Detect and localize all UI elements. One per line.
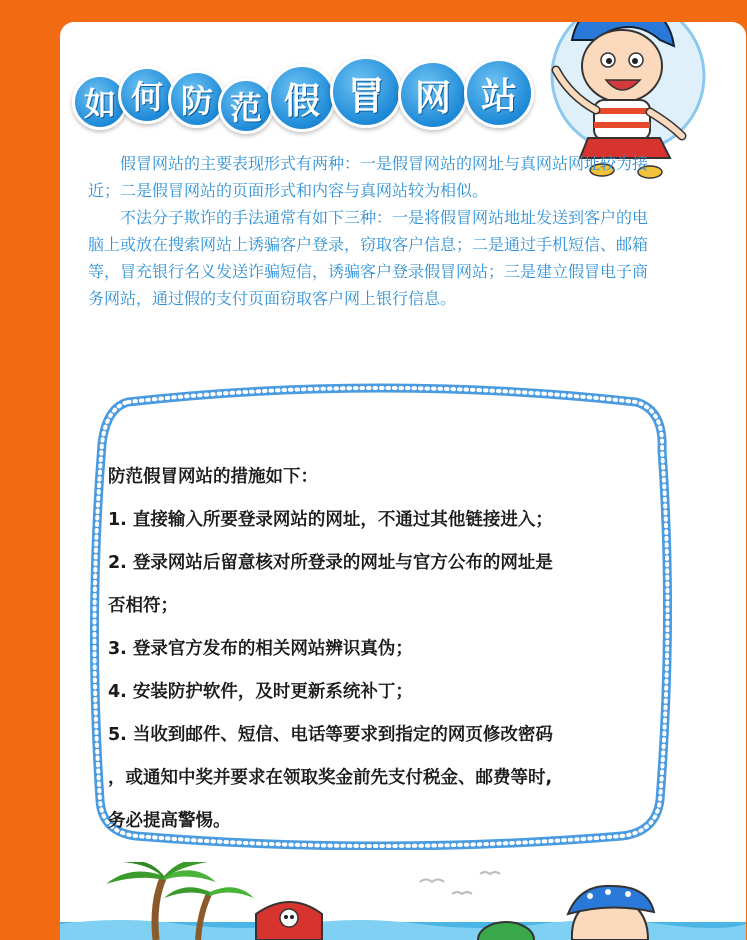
measure-line: 务必提高警惕。 <box>108 811 231 831</box>
title-char: 冒 <box>330 56 402 128</box>
measures-heading: 防范假冒网站的措施如下： <box>108 467 318 487</box>
intro-text <box>88 150 648 312</box>
poster-panel <box>60 22 746 940</box>
title-char: 站 <box>464 58 534 128</box>
measure-line: 否相符； <box>108 596 178 616</box>
title-char: 范 <box>218 78 274 134</box>
page-title <box>72 56 542 126</box>
title-char: 如 <box>72 74 128 130</box>
title-char: 何 <box>118 66 176 124</box>
intro-paragraph-1: 假冒网站的主要表现形式有两种：一是假冒网站的网址与真网站网址较为接近；二是假冒网站的页面形式和内容与真网站较为相似。 <box>88 154 649 200</box>
measure-line: 3. 登录官方发布的相关网站辨识真伪； <box>108 639 413 659</box>
measure-line: 4. 安装防护软件，及时更新系统补丁； <box>108 682 413 702</box>
measure-line: 5. 当收到邮件、短信、电话等要求到指定的网页修改密码 <box>108 725 553 745</box>
measure-line: 2. 登录网站后留意核对所登录的网址与官方公布的网址是 <box>108 553 553 573</box>
title-char: 假 <box>268 64 336 132</box>
measure-line: ，或通知中奖并要求在领取奖金前先支付税金、邮费等时, <box>108 768 553 788</box>
measure-line: 1. 直接输入所要登录网站的网址，不通过其他链接进入； <box>108 510 553 530</box>
measure-list <box>108 456 668 843</box>
title-char: 网 <box>398 60 468 130</box>
measures-box <box>88 380 673 850</box>
pirate-ship-icon <box>256 902 322 940</box>
title-char: 防 <box>168 70 226 128</box>
intro-paragraph-2: 不法分子欺诈的手法通常有如下三种：一是将假冒网站地址发送到客户的电脑上或放在搜索网站上诱骗客户登录，窃取客户信息；二是通过手机短信、邮箱等，冒充银行名义发送诈骗短信，诱骗客户登录假冒网站；三是建立假冒电子商务网站，通过假的支付页面窃取客户网上银行信息。 <box>88 208 649 308</box>
pirate-kid-icon <box>568 886 654 940</box>
beach-scene <box>60 862 746 940</box>
seagulls <box>420 872 500 894</box>
